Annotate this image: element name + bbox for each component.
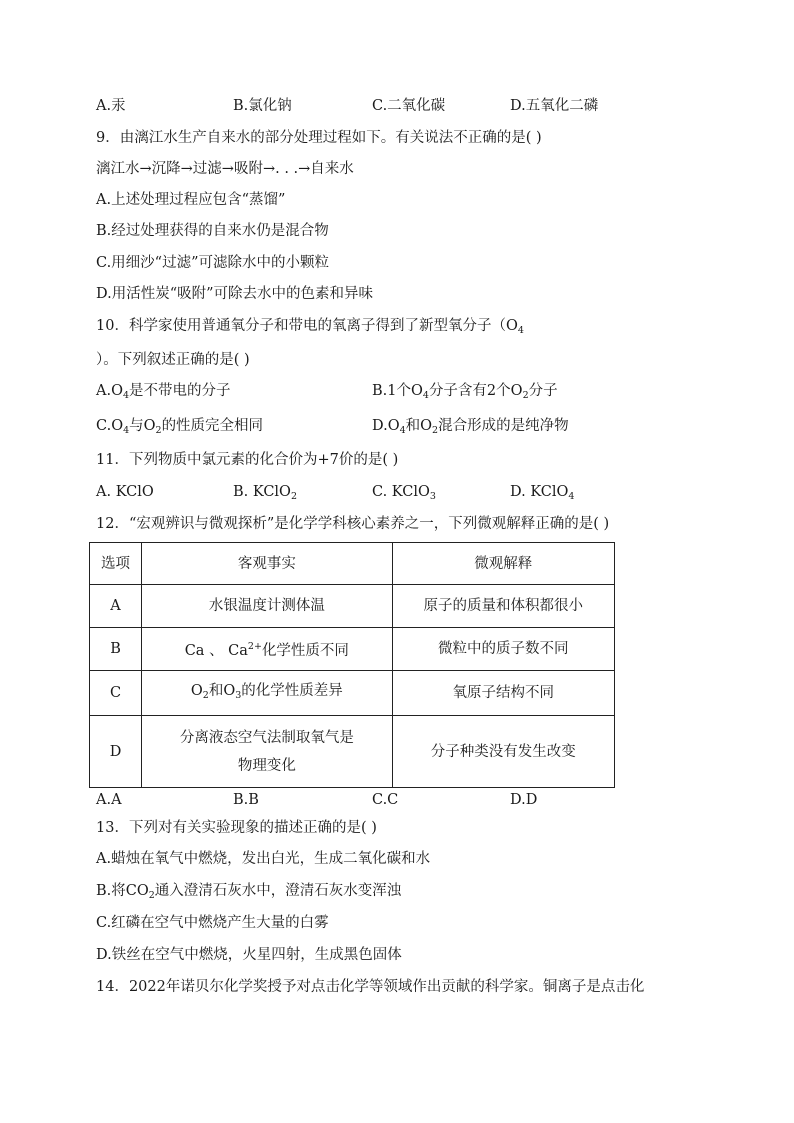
q9-option-c: C.用细沙“过滤”可滤除水中的小颗粒 [96, 255, 330, 271]
q11-stem: 11．下列物质中氯元素的化合价为+7价的是( ) [96, 452, 399, 468]
q8-option-d: D.五氧化二磷 [510, 98, 599, 114]
table-row [90, 671, 615, 716]
row-option: A [90, 585, 142, 628]
q13-option-a: A.蜡烛在氧气中燃烧，发出白光，生成二氧化碳和水 [96, 851, 431, 867]
q10-stem-line1: 10．科学家使用普通氧分子和带电的氧离子得到了新型氧分子（$O_4$ [96, 318, 524, 336]
q11-option-a: A. KClO [96, 484, 154, 500]
q10-option-a: $A.O_4$是不带电的分子 [96, 383, 231, 401]
row-fact: $O_2$和$O_3$的化学性质差异 [142, 671, 392, 716]
q12-option-d: D.D [510, 792, 538, 808]
table-header-row [90, 543, 615, 585]
row-fact: 分离液态空气法制取氧气是 物理变化 [142, 716, 392, 788]
row-option: B [90, 628, 142, 671]
row-explanation: 原子的质量和体积都很小 [392, 585, 614, 628]
row-fact: 水银温度计测体温 [142, 585, 392, 628]
q13-option-c: C.红磷在空气中燃烧产生大量的白雾 [96, 915, 329, 931]
table-row [90, 585, 615, 628]
q8-option-c: C.二氧化碳 [372, 98, 446, 114]
q9-option-a: A.上述处理过程应包含“蒸馏” [96, 192, 286, 208]
header-explanation: 微观解释 [392, 543, 614, 585]
q12-option-b: B.B [233, 792, 259, 808]
q11-option-b: B. KClO$_2$ [233, 484, 297, 502]
q12-option-a: A.A [96, 792, 122, 808]
row-option: C [90, 671, 142, 716]
q11-option-c: C. KClO$_3$ [372, 484, 436, 502]
q9-option-b: B.经过处理获得的自来水仍是混合物 [96, 223, 329, 239]
row-explanation: 微粒中的质子数不同 [392, 628, 614, 671]
q11-option-d: D. KClO$_4$ [510, 484, 575, 502]
q10-option-d: $D.O_4$和$O_2$混合形成的是纯净物 [372, 418, 569, 436]
row-explanation: 氧原子结构不同 [392, 671, 614, 716]
q9-process-flow: 漓江水→沉降→过滤→吸附→. . .→自来水 [96, 161, 354, 177]
table-row [90, 716, 615, 788]
q13-stem: 13．下列对有关实验现象的描述正确的是( ) [96, 820, 377, 836]
header-option: 选项 [90, 543, 142, 585]
q14-stem: 14．2022年诺贝尔化学奖授予对点击化学等领域作出贡献的科学家。铜离子是点击化 [96, 979, 645, 995]
table-row [90, 628, 615, 671]
q13-option-d: D.铁丝在空气中燃烧，火星四射，生成黑色固体 [96, 947, 402, 963]
row-fact: Ca 、 $Ca^{2+}$化学性质不同 [142, 628, 392, 671]
row-explanation: 分子种类没有发生改变 [392, 716, 614, 788]
q9-stem: 9．由漓江水生产自来水的部分处理过程如下。有关说法不正确的是( ) [96, 130, 542, 146]
q13-option-b: B.将$CO_2$通入澄清石灰水中，澄清石灰水变浑浊 [96, 883, 402, 901]
q8-option-b: B.氯化钠 [233, 98, 292, 114]
q8-option-a: A.汞 [96, 98, 126, 114]
q10-option-c: $C.O_4$与$O_2$的性质完全相同 [96, 418, 264, 436]
q12-table [89, 542, 615, 788]
q10-stem-line2: ）。下列叙述正确的是( ) [96, 352, 250, 368]
q12-option-c: C.C [372, 792, 399, 808]
q12-stem: 12．“宏观辨识与微观探析”是化学学科核心素养之一，下列微观解释正确的是( ) [96, 516, 610, 532]
q9-option-d: D.用活性炭“吸附”可除去水中的色素和异味 [96, 286, 374, 302]
row-option: D [90, 716, 142, 788]
header-fact: 客观事实 [142, 543, 392, 585]
q10-option-b: B.1个$O_4$分子含有2个$O_2$分子 [372, 383, 558, 401]
